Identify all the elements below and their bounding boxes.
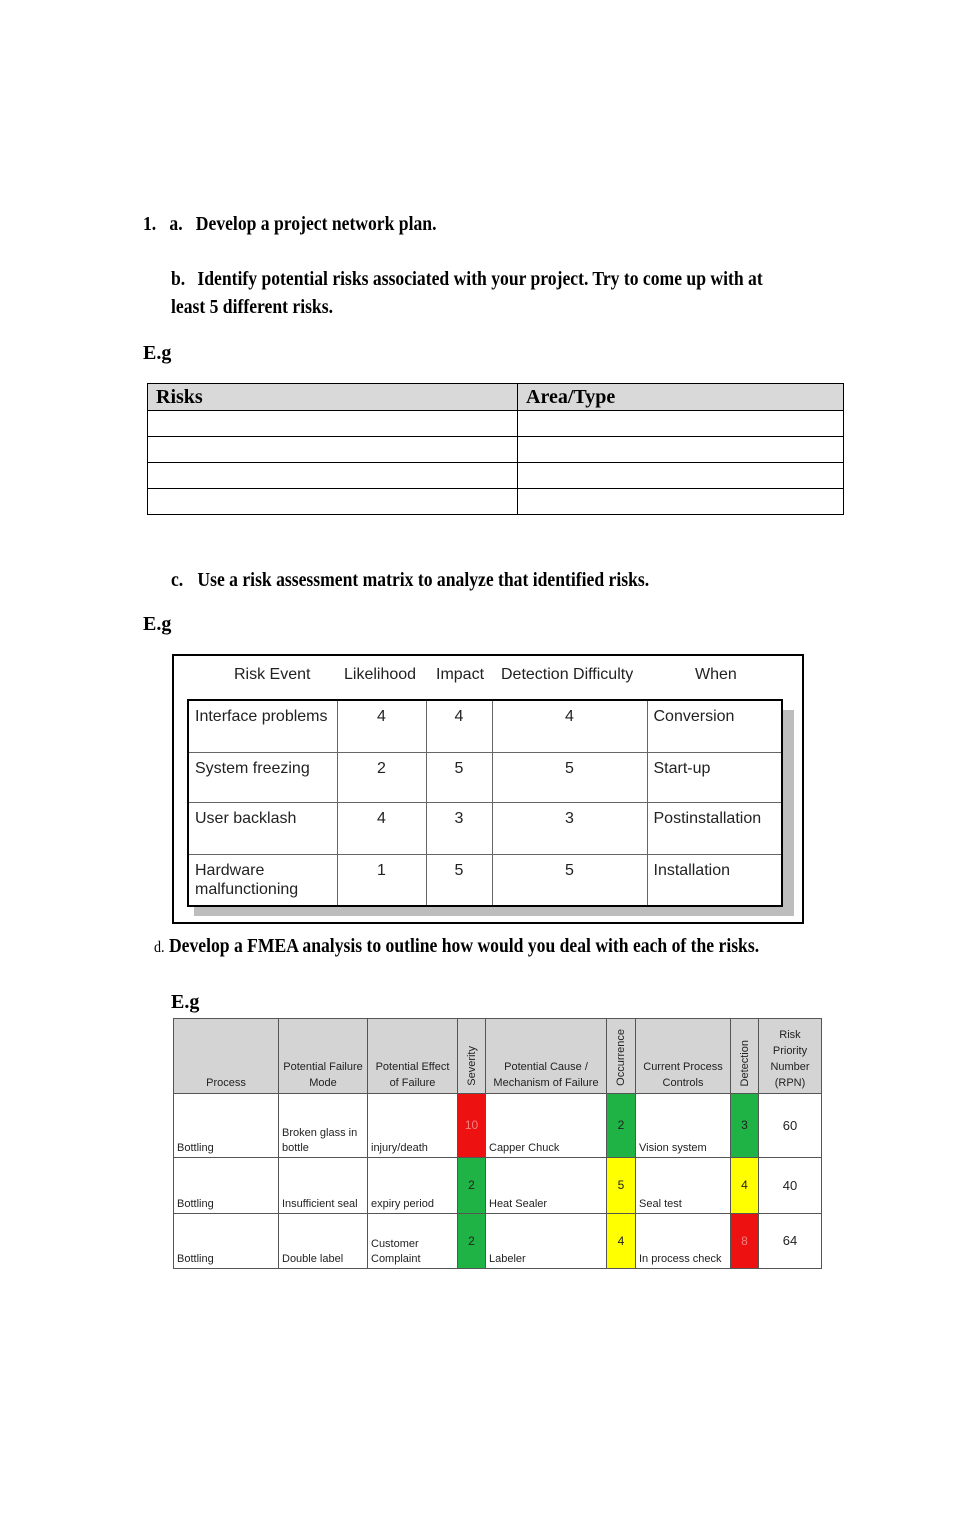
failure-mode-cell: Broken glass in bottle: [279, 1094, 368, 1158]
header-rpn: Risk Priority Number (RPN): [759, 1019, 822, 1094]
part-b-label: b.: [171, 268, 186, 290]
process-cell: Bottling: [174, 1158, 279, 1214]
question-1c: [171, 566, 649, 594]
severity-label: Severity: [465, 1046, 478, 1086]
header-severity: [458, 1019, 486, 1094]
risk-cell[interactable]: [148, 489, 518, 515]
table-row: [188, 854, 782, 906]
likelihood-cell: 2: [337, 752, 426, 802]
table-row: [174, 1214, 822, 1269]
question-1a: [143, 210, 436, 238]
rpn-cell: 60: [759, 1094, 822, 1158]
eg-label-1: E.g: [143, 342, 172, 364]
cause-cell: Labeler: [486, 1214, 607, 1269]
header-occurrence: [607, 1019, 636, 1094]
part-b-text-line1: Identify potential risks associated with your project. Try to come up with at: [197, 268, 763, 290]
part-c-text: Use a risk assessment matrix to analyze that identified risks.: [197, 569, 650, 591]
table-row: [148, 411, 844, 437]
effect-cell: expiry period: [368, 1158, 458, 1214]
detection-cell: 4: [492, 700, 647, 752]
rpn-cell: 40: [759, 1158, 822, 1214]
part-a-text: Develop a project network plan.: [195, 213, 437, 235]
occurrence-cell: 2: [607, 1094, 636, 1158]
risk-event-cell: Hardware malfunctioning: [188, 854, 337, 906]
risks-header: Risks: [148, 384, 518, 411]
question-1b-line2: [171, 293, 333, 321]
impact-cell: 3: [426, 802, 492, 854]
risk-assessment-matrix: [172, 654, 804, 924]
header-process: Process: [174, 1019, 279, 1094]
table-row: [188, 752, 782, 802]
detection-cell: 5: [492, 854, 647, 906]
eg-label-3: E.g: [171, 991, 200, 1013]
occurrence-cell: 5: [607, 1158, 636, 1214]
header-failure-mode: Potential Failure Mode: [279, 1019, 368, 1094]
rpn-cell: 64: [759, 1214, 822, 1269]
part-d-label: d.: [154, 939, 165, 956]
detection-cell: 3: [731, 1094, 759, 1158]
detection-cell: 3: [492, 802, 647, 854]
fmea-table: [173, 1018, 822, 1269]
part-b-text-line2: least 5 different risks.: [171, 296, 333, 318]
risks-header-row: [148, 384, 844, 411]
detection-cell: 8: [731, 1214, 759, 1269]
area-cell[interactable]: [518, 463, 844, 489]
fmea-header-row: [174, 1019, 822, 1094]
impact-cell: 5: [426, 854, 492, 906]
severity-cell: 2: [458, 1158, 486, 1214]
table-row: [148, 489, 844, 515]
area-cell[interactable]: [518, 437, 844, 463]
header-when: When: [695, 666, 737, 683]
table-row: [188, 700, 782, 752]
part-d-text: Develop a FMEA analysis to outline how would you deal with each of the risks.: [168, 935, 760, 957]
failure-mode-cell: Double label: [279, 1214, 368, 1269]
risk-event-cell: System freezing: [188, 752, 337, 802]
table-row: [188, 802, 782, 854]
area-cell[interactable]: [518, 489, 844, 515]
risk-event-cell: User backlash: [188, 802, 337, 854]
header-cause: Potential Cause / Mechanism of Failure: [486, 1019, 607, 1094]
risk-cell[interactable]: [148, 411, 518, 437]
question-number: 1.: [143, 213, 157, 235]
risk-event-cell: Interface problems: [188, 700, 337, 752]
when-cell: Installation: [647, 854, 782, 906]
question-1d: [154, 932, 759, 962]
table-row: [148, 463, 844, 489]
part-a-label: a.: [169, 213, 183, 235]
occurrence-label: Occurrence: [615, 1029, 627, 1086]
effect-cell: Customer Complaint: [368, 1214, 458, 1269]
controls-cell: In process check: [636, 1214, 731, 1269]
header-risk-event: Risk Event: [234, 666, 311, 683]
severity-cell: 2: [458, 1214, 486, 1269]
part-c-label: c.: [171, 569, 184, 591]
when-cell: Conversion: [647, 700, 782, 752]
failure-mode-cell: Insufficient seal: [279, 1158, 368, 1214]
table-row: [174, 1158, 822, 1214]
risks-table: [147, 383, 844, 515]
detection-label: Detection: [738, 1039, 751, 1086]
risk-cell[interactable]: [148, 463, 518, 489]
header-likelihood: Likelihood: [344, 666, 417, 683]
header-impact: Impact: [436, 666, 485, 683]
risk-matrix-table: [187, 699, 783, 907]
process-cell: Bottling: [174, 1094, 279, 1158]
detection-cell: 5: [492, 752, 647, 802]
effect-cell: injury/death: [368, 1094, 458, 1158]
controls-cell: Seal test: [636, 1158, 731, 1214]
likelihood-cell: 4: [337, 802, 426, 854]
header-detection-difficulty: Detection Difficulty: [501, 666, 634, 683]
likelihood-cell: 4: [337, 700, 426, 752]
eg-label-2: E.g: [143, 613, 172, 635]
process-cell: Bottling: [174, 1214, 279, 1269]
when-cell: Start-up: [647, 752, 782, 802]
cause-cell: Heat Sealer: [486, 1158, 607, 1214]
area-type-header: Area/Type: [518, 384, 844, 411]
impact-cell: 4: [426, 700, 492, 752]
table-row: [148, 437, 844, 463]
risk-cell[interactable]: [148, 437, 518, 463]
detection-cell: 4: [731, 1158, 759, 1214]
area-cell[interactable]: [518, 411, 844, 437]
cause-cell: Capper Chuck: [486, 1094, 607, 1158]
impact-cell: 5: [426, 752, 492, 802]
likelihood-cell: 1: [337, 854, 426, 906]
controls-cell: Vision system: [636, 1094, 731, 1158]
when-cell: Postinstallation: [647, 802, 782, 854]
header-controls: Current Process Controls: [636, 1019, 731, 1094]
severity-cell: 10: [458, 1094, 486, 1158]
header-effect: Potential Effect of Failure: [368, 1019, 458, 1094]
table-row: [174, 1094, 822, 1158]
occurrence-cell: 4: [607, 1214, 636, 1269]
header-detection: [731, 1019, 759, 1094]
question-1b: [171, 265, 763, 293]
